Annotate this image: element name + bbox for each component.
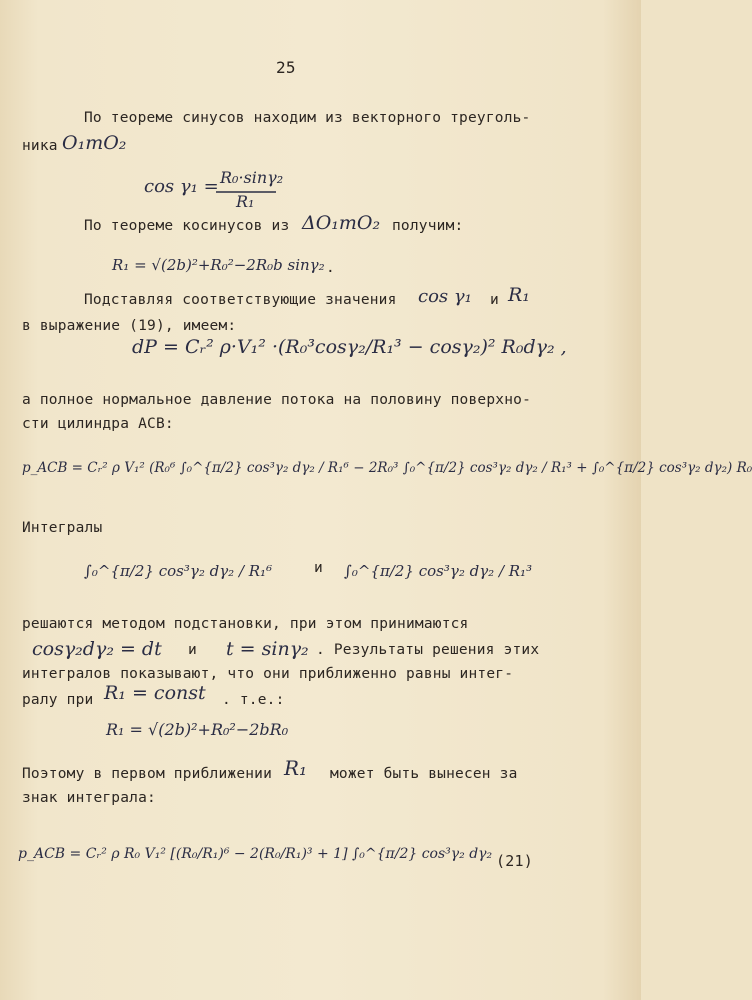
text-line: Интегралы xyxy=(22,520,103,536)
handwritten-formula: cos γ₁ xyxy=(418,286,472,307)
integral-one: ∫₀^{π/2} cos³γ₂ dγ₂ / R₁⁶ xyxy=(84,562,273,580)
text-line: интегралов показывают, что они приближенно равны интег- xyxy=(22,666,514,682)
equation-r1-second: R₁ = √(2b)²+R₀²−2bR₀ xyxy=(106,720,289,739)
handwritten-formula: R₁ xyxy=(508,284,530,306)
text-line: Поэтому в первом приближении xyxy=(22,766,273,782)
text-line: По теореме косинусов из xyxy=(84,218,290,234)
text-line: и xyxy=(188,642,197,658)
equation-cos-denominator: R₁ xyxy=(236,192,255,211)
text-line: Подставляя соответствующие значения xyxy=(84,292,397,308)
text-line: знак интеграла: xyxy=(22,790,156,806)
handwritten-formula: t = sinγ₂ xyxy=(226,638,309,660)
text-line: в выражение (19), имеем: xyxy=(22,318,237,334)
text-line: сти цилиндра АСВ: xyxy=(22,416,174,432)
handwritten-formula: R₁ = const xyxy=(104,682,206,704)
text-line: а полное нормальное давление потока на половину поверхно- xyxy=(22,392,531,408)
handwritten-formula: O₁mO₂ xyxy=(62,132,127,154)
text-line: решаются методом подстановки, при этом принимаются xyxy=(22,616,469,632)
text-line: По теореме синусов находим из векторного треуголь- xyxy=(84,110,531,126)
equation-dp: dP = Cᵣ² ρ·V₁² ·(R₀³cosγ₂/R₁³ − cosγ₂)² R₀dγ₂ , xyxy=(132,336,567,358)
text-line: ралу при xyxy=(22,692,94,708)
equation-cos-numerator: R₀·sinγ₂ xyxy=(220,168,284,187)
handwritten-formula: R₁ xyxy=(284,756,308,780)
text-line: может быть вынесен за xyxy=(330,766,518,782)
equation-r1: R₁ = √(2b)²+R₀²−2R₀b sinγ₂ xyxy=(112,256,325,274)
handwritten-formula: cosγ₂dγ₂ = dt xyxy=(32,638,162,660)
equation-cos-lhs: cos γ₁ = xyxy=(144,176,219,197)
equation-number: (21) xyxy=(496,852,533,870)
text-line: . т.е.: xyxy=(222,692,285,708)
handwritten-formula: ΔO₁mO₂ xyxy=(302,212,381,234)
text-dot: . xyxy=(326,260,335,276)
text-line: и xyxy=(314,560,323,576)
page-number: 25 xyxy=(276,58,296,77)
text-line: и xyxy=(490,292,499,308)
integral-two: ∫₀^{π/2} cos³γ₂ dγ₂ / R₁³ xyxy=(344,562,533,580)
text-line: . Результаты решения этих xyxy=(316,642,540,658)
text-line: ника xyxy=(22,138,58,154)
equation-final: p_ACB = Cᵣ² ρ R₀ V₁² [(R₀/R₁)⁶ − 2(R₀/R₁)³ + 1] ∫₀^{π/2} cos³γ₂ dγ₂ xyxy=(18,846,493,862)
text-line: получим: xyxy=(392,218,464,234)
equation-p-acb: p_ACB = Cᵣ² ρ V₁² (R₀⁶ ∫₀^{π/2} cos³γ₂ dγ₂ / R₁⁶ − 2R₀³ ∫₀^{π/2} cos³γ₂ dγ₂ / R₁³ + ∫₀^{π/2} cos³γ₂ dγ₂) R₀ xyxy=(22,460,752,476)
